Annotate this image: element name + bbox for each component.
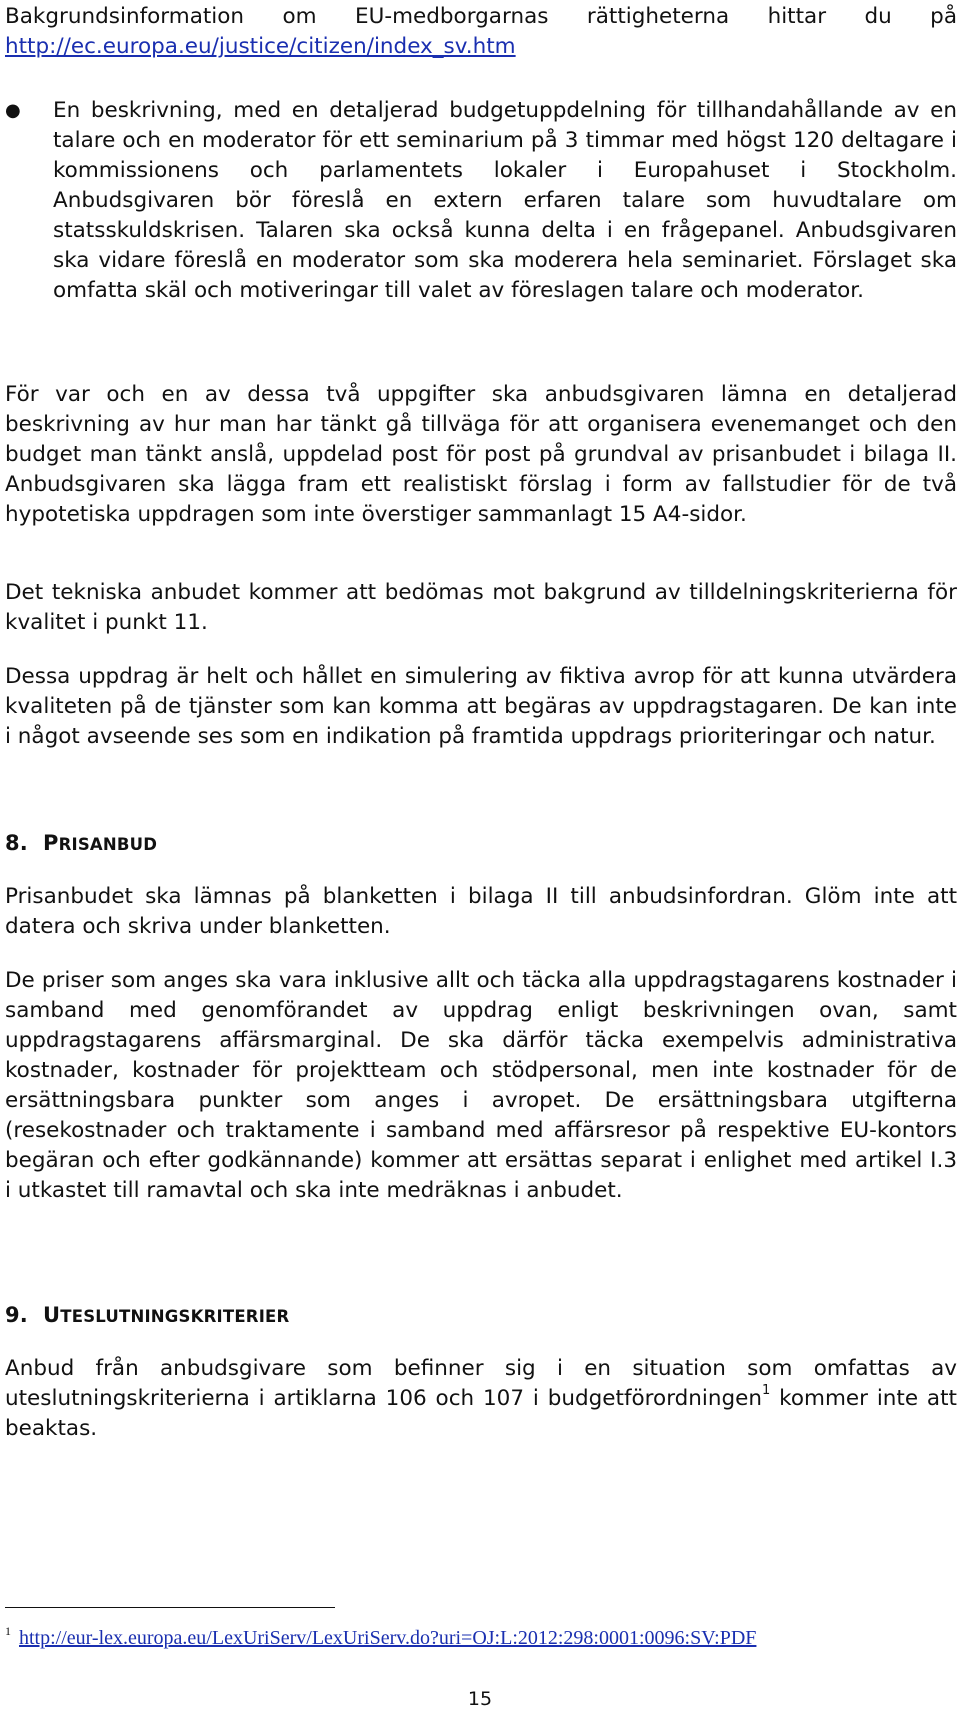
section-8-title-initial: P [43, 831, 59, 855]
bullet-list-item [5, 96, 957, 306]
citizen-rights-link[interactable]: http://ec.europa.eu/justice/citizen/index_sv.htm [5, 34, 516, 59]
simulation-paragraph: Dessa uppdrag är helt och hållet en simulering av fiktiva avrop för att kunna utvärdera kvaliteten på de tjänster som kan komma att begäras av uppdragstagaren. De kan inte i något avseende ses som en indikation på framtida uppdrags prioriteringar och natur. [5, 664, 957, 749]
exclusion-text: Anbud från anbudsgivare som befinner sig i en situation som omfattas av uteslutningskriterierna i artiklarna 106 och 107 i budgetförordningen [5, 1356, 957, 1411]
footnote [5, 1618, 756, 1651]
section-9-number: 9. [5, 1303, 28, 1327]
section-8-title-rest: RISANBUD [58, 835, 158, 854]
page-number: 15 [467, 1688, 493, 1710]
footnote-marker: 1 [5, 1624, 11, 1638]
task-description-paragraph: För var och en av dessa två uppgifter ska anbudsgivaren lämna en detaljerad beskrivning av hur man har tänkt gå tillväga för att organisera evenemanget och den budget man tänkt anslå, uppdelad post för post på grundval av prisanbudet i bilaga II. Anbudsgivaren ska lägga fram ett realistiskt förslag i form av fallstudier för de två hypotetiska uppdragen som inte överstiger sammanlagt 15 A4-sidor. [5, 382, 957, 527]
exclusion-paragraph [5, 1354, 957, 1444]
eur-lex-link[interactable]: http://eur-lex.europa.eu/LexUriServ/LexUriServ.do?uri=OJ:L:2012:298:0001:0096:SV:PDF [19, 1627, 757, 1649]
exclusion-text-end: kommer inte att beaktas. [5, 1386, 957, 1441]
evaluation-paragraph: Det tekniska anbudet kommer att bedömas mot bakgrund av tilldelningskriterierna för kvalitet i punkt 11. [5, 580, 957, 635]
section-8-heading [5, 828, 957, 860]
section-8-number: 8. [5, 831, 28, 855]
bullet-text: En beskrivning, med en detaljerad budgetuppdelning för tillhandahållande av en talare och en moderator för ett seminarium på 3 timmar med högst 120 deltagare i kommissionens och parlamentets lokaler i Europahuset i Stockholm. Anbudsgivaren bör föreslå en extern erfaren talare som huvudtalare om statsskuldskrisen. Talaren ska också kunna delta i en frågepanel. Anbudsgivaren ska vidare föreslå en moderator som ska moderera hela seminariet. Förslaget ska omfatta skäl och motiveringar till valet av föreslagen talare och moderator. [53, 98, 957, 303]
footnote-reference[interactable]: 1 [762, 1383, 771, 1398]
price-inclusive-paragraph: De priser som anges ska vara inklusive allt och täcka alla uppdragstagarens kostnader i samband med genomförandet av uppdrag enligt beskrivningen ovan, samt uppdragstagarens affärsmarginal. De ska därför täcka exempelvis administrativa kostnader, kostnader för projektteam och stödpersonal, men inte kostnader för de ersättningsbara punkter som anges i avropet. De ersättningsbara utgifterna (resekostnader och traktamente i samband med affärsresor på respektive EU-kontors begäran och efter godkännande) kommer att ersättas separat i enlighet med artikel I.3 i utkastet till ramavtal och ska inte medräknas i anbudet. [5, 968, 957, 1203]
price-form-paragraph: Prisanbudet ska lämnas på blanketten i bilaga II till anbudsinfordran. Glöm inte att datera och skriva under blanketten. [5, 884, 957, 939]
intro-text: Bakgrundsinformation om EU-medborgarnas rättigheterna hittar du på [5, 4, 957, 29]
bullet-icon: ● [5, 100, 21, 121]
section-9-title-rest: TESLUTNINGSKRITERIER [60, 1307, 290, 1326]
intro-paragraph [5, 2, 957, 62]
section-9-heading [5, 1300, 957, 1332]
section-9-title-initial: U [43, 1303, 61, 1327]
footnote-divider [5, 1607, 335, 1608]
